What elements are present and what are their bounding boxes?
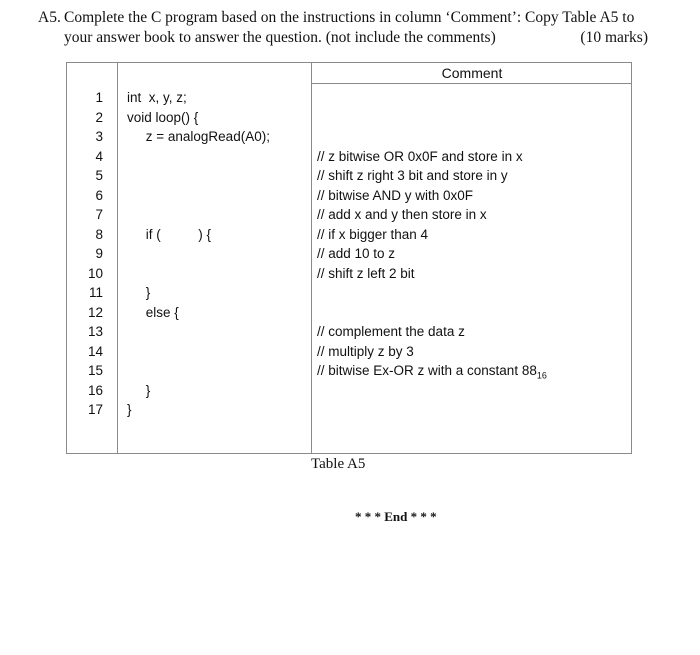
comment-text: // multiply z by 3	[317, 343, 414, 359]
comment-line	[317, 322, 629, 342]
line-number: 14	[87, 343, 103, 359]
code-line	[127, 205, 307, 225]
line-number: 10	[87, 265, 103, 281]
code-line	[127, 147, 307, 167]
line-number: 11	[88, 285, 103, 300]
comment-text: // shift z right 3 bit and store in y	[317, 168, 508, 183]
code-line: z = analogRead(A0);	[127, 129, 270, 144]
line-number: 15	[87, 363, 103, 378]
comment-column	[317, 88, 629, 420]
comment-line	[317, 108, 629, 128]
code-line	[127, 264, 307, 284]
column-divider-comment	[311, 63, 312, 453]
line-number: 9	[95, 246, 103, 261]
comment-line	[317, 342, 629, 362]
code-line: else {	[127, 304, 179, 320]
line-number-column	[67, 88, 107, 420]
table-a5	[66, 62, 632, 454]
code-line: void loop() {	[127, 109, 199, 125]
question-number: A5.	[38, 9, 61, 26]
comment-text: // bitwise Ex-OR z with a constant 88	[317, 363, 537, 378]
column-divider-numbers	[117, 63, 118, 453]
comment-line	[317, 147, 629, 167]
comment-line	[317, 283, 629, 303]
code-line	[127, 166, 307, 186]
end-marker	[355, 509, 437, 525]
code-line: }	[127, 402, 132, 417]
comment-text: // bitwise AND y with 0x0F	[317, 187, 474, 203]
comment-line	[317, 400, 629, 420]
comment-line	[317, 88, 629, 108]
line-number: 7	[95, 207, 103, 222]
code-line: int x, y, z;	[127, 90, 187, 105]
comment-line	[317, 303, 629, 323]
line-number: 13	[87, 324, 103, 339]
code-column	[127, 88, 307, 420]
code-line: if ( ) {	[127, 226, 212, 242]
comment-line	[317, 244, 629, 264]
line-number: 6	[95, 187, 103, 203]
line-number: 1	[95, 90, 103, 105]
line-number: 5	[95, 168, 103, 183]
comment-line	[317, 264, 629, 284]
comment-line	[317, 186, 629, 206]
line-number: 2	[95, 109, 103, 125]
comment-text: // if x bigger than 4	[317, 226, 429, 242]
comment-header-divider	[311, 83, 631, 84]
code-line	[127, 322, 307, 342]
code-line	[127, 244, 307, 264]
comment-line	[317, 166, 629, 186]
line-number: 4	[95, 148, 103, 164]
comment-line	[317, 381, 629, 401]
comment-text: // z bitwise OR 0x0F and store in x	[317, 148, 523, 164]
code-line	[127, 342, 307, 362]
code-line: }	[127, 382, 151, 398]
comment-column-header: Comment	[441, 65, 503, 81]
hex-subscript: 16	[536, 370, 547, 381]
line-number: 12	[87, 304, 103, 320]
code-line: }	[127, 285, 151, 300]
comment-line	[317, 205, 629, 225]
question-marks: (10 marks)	[580, 29, 648, 46]
comment-text: // add 10 to z	[317, 246, 396, 261]
line-number: 16	[87, 382, 103, 398]
line-number: 3	[95, 129, 103, 144]
code-line	[127, 186, 307, 206]
comment-text: // shift z left 2 bit	[317, 265, 415, 281]
line-number: 17	[87, 402, 103, 417]
comment-line	[317, 361, 629, 381]
comment-text: // add x and y then store in x	[317, 207, 487, 222]
comment-line	[317, 127, 629, 147]
question-text-line1: Complete the C program based on the instructions in column ‘Comment’: Copy Table A5 to	[64, 9, 635, 26]
question-text-line2: your answer book to answer the question. (not include the comments)	[64, 29, 496, 46]
code-line	[127, 361, 307, 381]
end-text: * * * End * * *	[355, 509, 437, 524]
comment-text: // complement the data z	[317, 324, 465, 339]
line-number: 8	[95, 226, 103, 242]
comment-line	[317, 225, 629, 245]
table-caption: Table A5	[311, 456, 366, 472]
